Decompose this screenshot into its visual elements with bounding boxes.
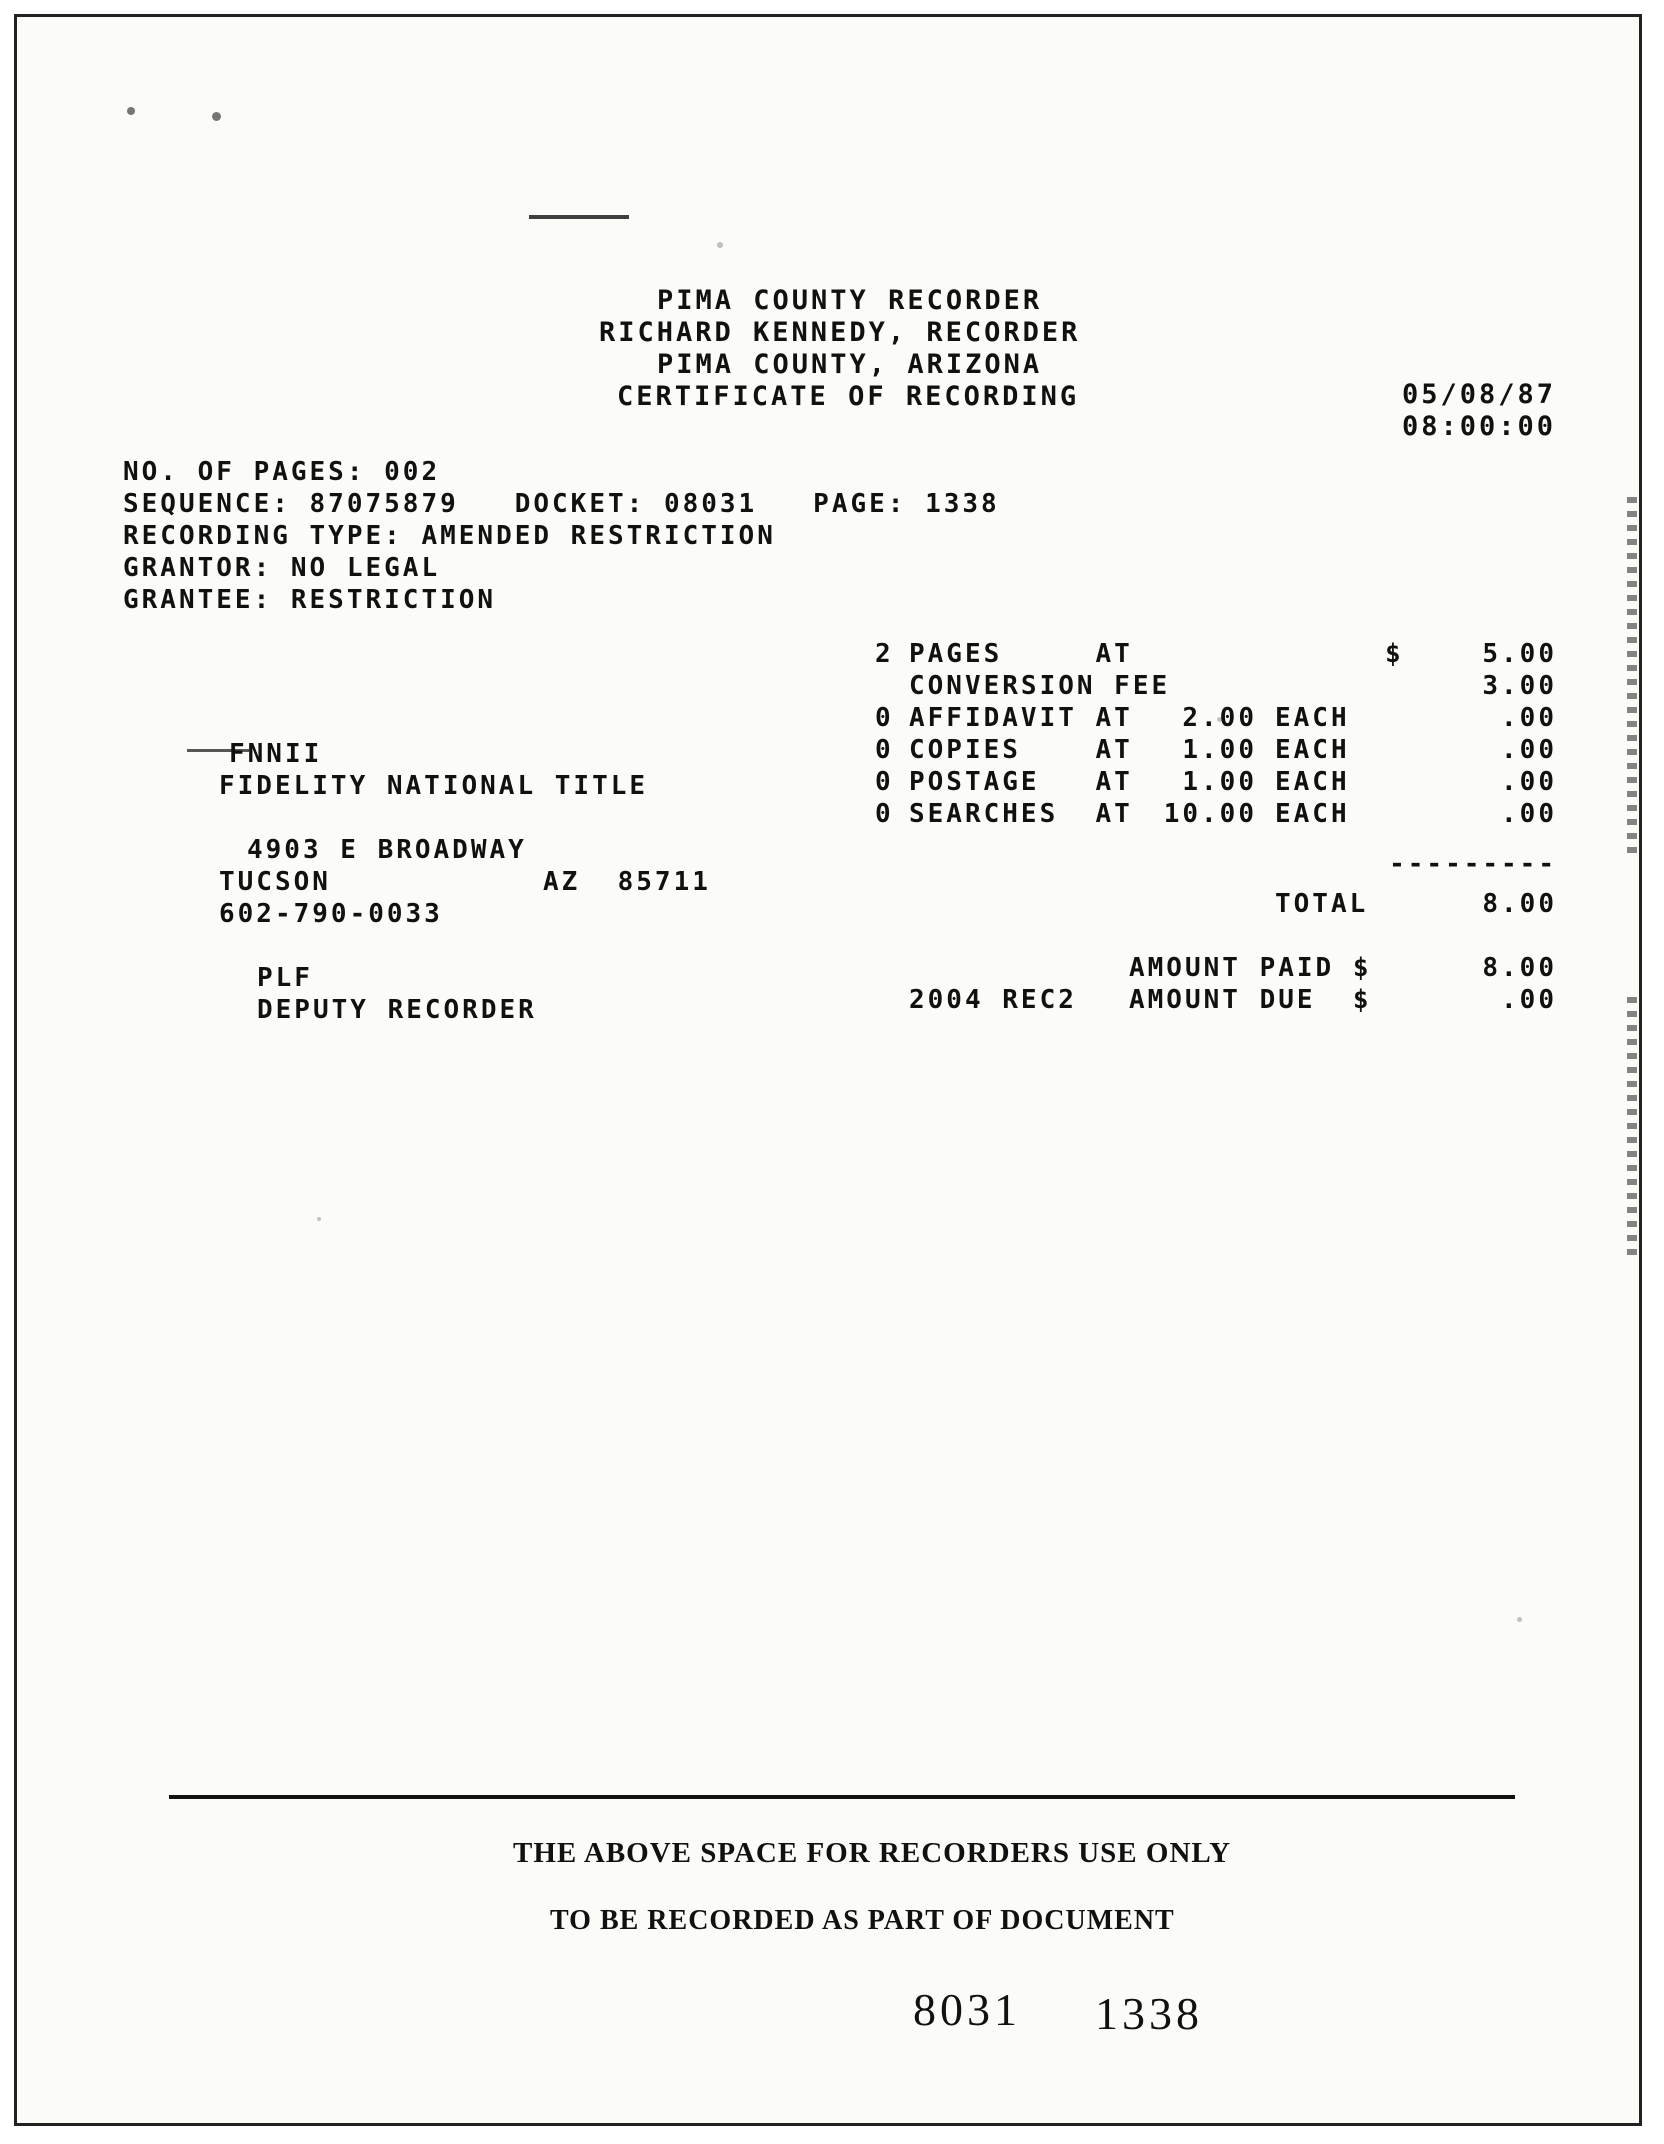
fee-rate: 2.00 — [1182, 703, 1257, 733]
fee-label: POSTAGE AT — [909, 767, 1133, 797]
recorder-office-title: PIMA COUNTY RECORDER — [657, 285, 1043, 316]
scan-speck — [1517, 1617, 1522, 1622]
total-separator: --------- — [1389, 849, 1557, 879]
address-city: TUCSON — [219, 867, 331, 897]
grantee: GRANTEE: RESTRICTION — [123, 585, 497, 615]
fee-currency: $ — [1385, 639, 1404, 669]
fee-amount: .00 — [1501, 703, 1557, 733]
recording-certificate-page — [14, 14, 1642, 2126]
amount-paid-value: 8.00 — [1482, 953, 1557, 983]
fee-qty: 0 — [875, 799, 894, 829]
fee-amount: 5.00 — [1482, 639, 1557, 669]
scan-speck — [127, 107, 135, 115]
address-phone: 602-790-0033 — [219, 899, 443, 929]
fee-qty: 0 — [875, 767, 894, 797]
fee-amount: .00 — [1501, 799, 1557, 829]
fee-qty: 0 — [875, 735, 894, 765]
binding-edge-strip — [1627, 997, 1637, 1257]
address-name: FIDELITY NATIONAL TITLE — [219, 771, 649, 801]
fee-label: COPIES AT — [909, 735, 1133, 765]
total-label: TOTAL — [1275, 889, 1369, 919]
amount-paid-label: AMOUNT PAID $ — [1129, 953, 1372, 983]
fee-qty: 0 — [875, 703, 894, 733]
amount-due-label: AMOUNT DUE $ — [1129, 985, 1372, 1015]
record-as-part-note: TO BE RECORDED AS PART OF DOCUMENT — [550, 1905, 1175, 1936]
scan-dash — [529, 215, 629, 219]
fee-each: EACH — [1275, 735, 1350, 765]
fee-qty: 2 — [875, 639, 894, 669]
amount-due-value: .00 — [1501, 985, 1557, 1015]
scan-speck — [317, 1217, 321, 1221]
stamp-page-number: 1338 — [1095, 1988, 1203, 2039]
county-state: PIMA COUNTY, ARIZONA — [657, 349, 1043, 380]
recording-type: RECORDING TYPE: AMENDED RESTRICTION — [123, 521, 776, 551]
fee-label: AFFIDAVIT AT — [909, 703, 1133, 733]
fee-amount: .00 — [1501, 735, 1557, 765]
certificate-title: CERTIFICATE OF RECORDING — [617, 381, 1080, 412]
address-code: FNNII — [229, 739, 323, 769]
fee-label: SEARCHES AT — [909, 799, 1133, 829]
fee-each: EACH — [1275, 767, 1350, 797]
scan-speck — [212, 112, 221, 121]
total-value: 8.00 — [1482, 889, 1557, 919]
binding-edge-strip — [1627, 497, 1637, 857]
fee-each: EACH — [1275, 703, 1350, 733]
address-street: 4903 E BROADWAY — [247, 835, 527, 865]
stamp-docket-number: 8031 — [913, 1984, 1021, 2035]
recorder-name: RICHARD KENNEDY, RECORDER — [599, 317, 1081, 348]
address-state-zip: AZ 85711 — [543, 867, 711, 897]
recording-time: 08:00:00 — [1402, 411, 1557, 442]
fee-amount: 3.00 — [1482, 671, 1557, 701]
recorders-use-divider — [169, 1795, 1515, 1799]
fee-each: EACH — [1275, 799, 1350, 829]
clerk-title: DEPUTY RECORDER — [257, 995, 537, 1025]
fee-amount: .00 — [1501, 767, 1557, 797]
fee-label: PAGES AT — [909, 639, 1133, 669]
fee-label: CONVERSION FEE — [909, 671, 1171, 701]
station-code: 2004 REC2 — [909, 985, 1077, 1015]
sequence-docket-page: SEQUENCE: 87075879 DOCKET: 08031 PAGE: 1338 — [123, 489, 1000, 519]
scan-speck — [717, 242, 723, 248]
recording-date: 05/08/87 — [1402, 379, 1557, 410]
recorders-use-note: THE ABOVE SPACE FOR RECORDERS USE ONLY — [513, 1837, 1232, 1869]
fee-rate: 10.00 — [1163, 799, 1257, 829]
grantor: GRANTOR: NO LEGAL — [123, 553, 441, 583]
fee-rate: 1.00 — [1182, 735, 1257, 765]
clerk-initials: PLF — [257, 963, 313, 993]
fee-rate: 1.00 — [1182, 767, 1257, 797]
page-count: NO. OF PAGES: 002 — [123, 457, 441, 487]
